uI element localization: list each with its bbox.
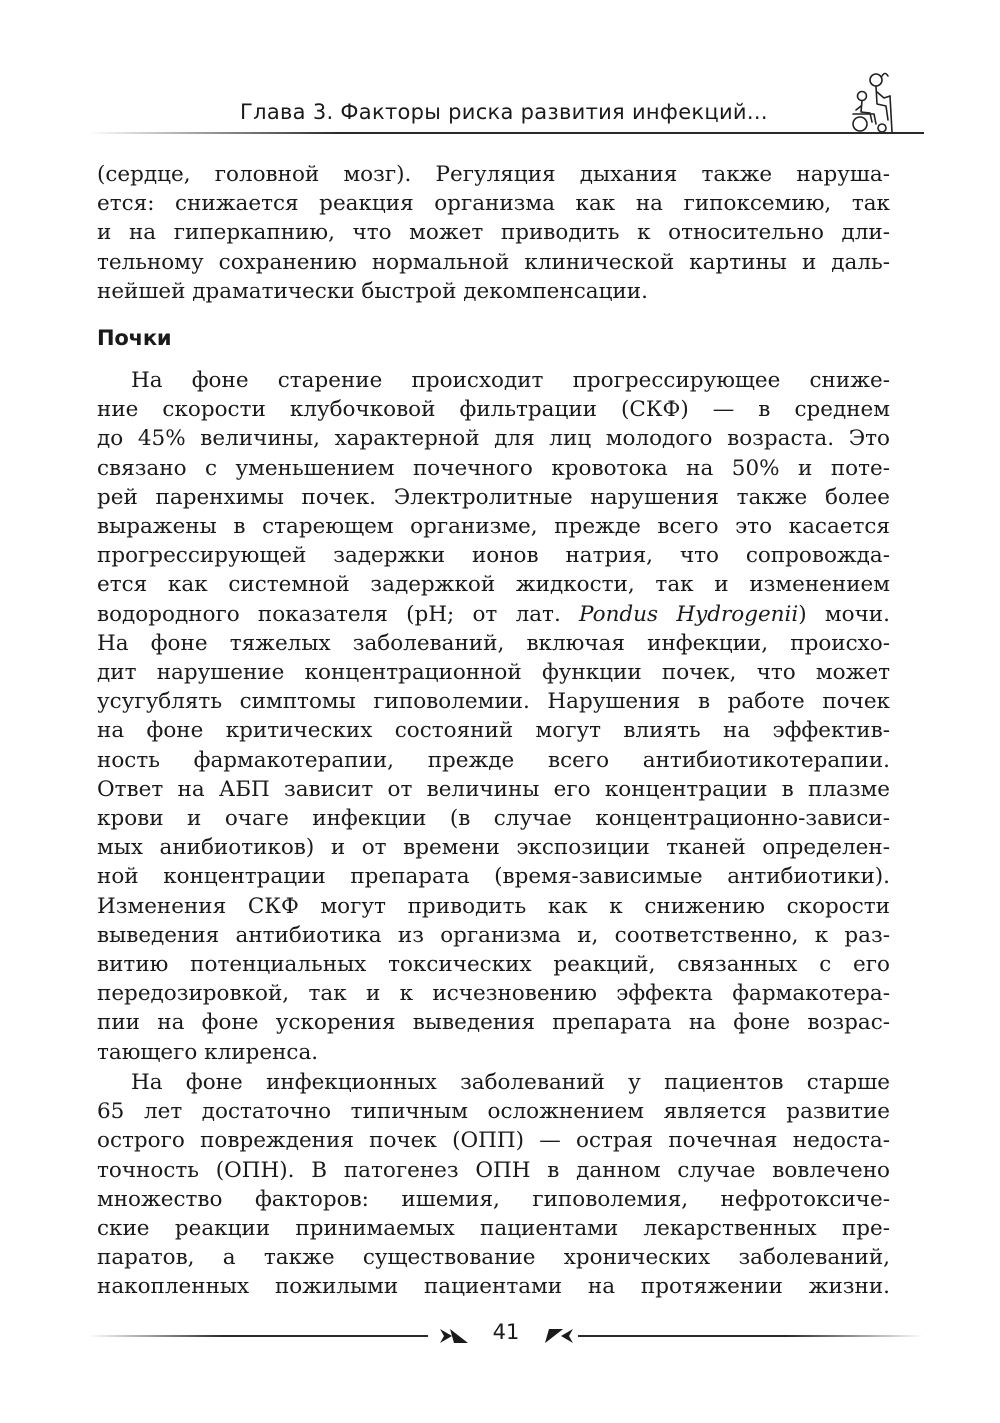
- text-line: на фоне критических состояний могут влиять на эффектив-: [97, 718, 890, 744]
- footer-rule-left: [88, 1335, 428, 1337]
- text-line: На фоне тяжелых заболеваний, включая инфекции, происхо-: [97, 630, 890, 656]
- ornament-right-icon: [535, 1327, 575, 1349]
- text-line: ние скорости клубочковой фильтрации (СКФ) — в среднем: [97, 397, 890, 423]
- text-line: множество факторов: ишемия, гиповолемия, нефротоксиче-: [97, 1186, 890, 1212]
- text-line: На фоне старение происходит прогрессирующее сниже-: [131, 368, 890, 393]
- continuation-paragraph: [97, 160, 890, 306]
- page-number: 41: [492, 1320, 520, 1344]
- text-line: ские реакции принимаемых пациентами лекарственных пре-: [97, 1216, 890, 1242]
- text-fragment: ) мочи.: [798, 601, 890, 627]
- text-line: 65 лет достаточно типичным осложнением является развитие: [97, 1099, 890, 1125]
- text-fragment: водородного показателя (pH; от лат.: [97, 601, 580, 627]
- text-line: усугублять симптомы гиповолемии. Нарушения в работе почек: [97, 689, 890, 715]
- header-rule: [88, 132, 924, 134]
- text-line: На фоне инфекционных заболеваний у пациентов старше: [131, 1070, 890, 1095]
- running-title: Глава 3. Факторы риска развития инфекций...: [240, 100, 768, 124]
- text-line: до 45% величины, характерной для лиц молодого возраста. Это: [97, 426, 890, 452]
- text-line: ется как системной задержкой жидкости, так и изменением: [97, 572, 890, 598]
- text-line: связано с уменьшением почечного кровотока на 50% и поте-: [97, 455, 890, 481]
- text-line: передозировкой, так и к исчезновению эффекта фармакотера-: [97, 981, 890, 1007]
- text-line: мых анибиотиков) и от времени экспозиции тканей определен-: [97, 835, 890, 861]
- text-line: (сердце, головной мозг). Регуляция дыхания также наруша-: [97, 162, 890, 187]
- text-line: Ответ на АБП зависит от величины его концентрации в плазме: [97, 776, 890, 802]
- paragraph: [97, 366, 890, 1067]
- ornament-left-icon: [438, 1327, 478, 1349]
- text-line: и на гиперкапнию, что может приводить к относительно дли-: [97, 220, 890, 246]
- text-line: Изменения СКФ могут приводить как к снижению скорости: [97, 893, 890, 919]
- text-line: дит нарушение концентрационной функции почек, что может: [97, 660, 890, 686]
- text-line: тельному сохранению нормальной клинической картины и даль-: [97, 249, 890, 275]
- elderly-person-wheelchair-icon: [846, 70, 896, 134]
- text-line: ется: снижается реакция организма как на гипоксемию, так: [97, 191, 890, 217]
- text-line: точность (ОПН). В патогенез ОПН в данном случае вовлечено: [97, 1157, 890, 1183]
- latin-term: Pondus Hydrogenii: [579, 601, 799, 627]
- text-line: рей паренхимы почек. Электролитные нарушения также более: [97, 484, 890, 510]
- paragraph: [97, 1068, 890, 1302]
- footer-rule-right: [578, 1335, 924, 1337]
- text-line: паратов, а также существование хронических заболеваний,: [97, 1245, 890, 1271]
- text-line: ной концентрации препарата (время-зависимые антибиотики).: [97, 864, 890, 890]
- section-title: Почки: [97, 326, 172, 350]
- text-line: острого повреждения почек (ОПП) — острая почечная недоста-: [97, 1128, 890, 1154]
- text-line: витию потенциальных токсических реакций, связанных с его: [97, 952, 890, 978]
- text-line: пии на фоне ускорения выведения препарата на фоне возрас-: [97, 1010, 890, 1036]
- text-line: выражены в стареющем организме, прежде всего это касается: [97, 514, 890, 540]
- text-line: прогрессирующей задержки ионов натрия, что сопровожда-: [97, 543, 890, 569]
- text-line: крови и очаге инфекции (в случае концентрационно-зависи-: [97, 806, 890, 832]
- text-line: выведения антибиотика из организма и, соответственно, к раз-: [97, 922, 890, 948]
- text-line: нейшей драматически быстрой декомпенсации.: [97, 278, 648, 304]
- text-line: тающего клиренса.: [97, 1039, 319, 1065]
- page-footer: [88, 1320, 924, 1350]
- text-line: ность фармакотерапии, прежде всего антибиотикотерапии.: [97, 747, 890, 773]
- text-line: накопленных пожилыми пациентами на протяжении жизни.: [97, 1274, 890, 1300]
- text-line: [97, 600, 890, 629]
